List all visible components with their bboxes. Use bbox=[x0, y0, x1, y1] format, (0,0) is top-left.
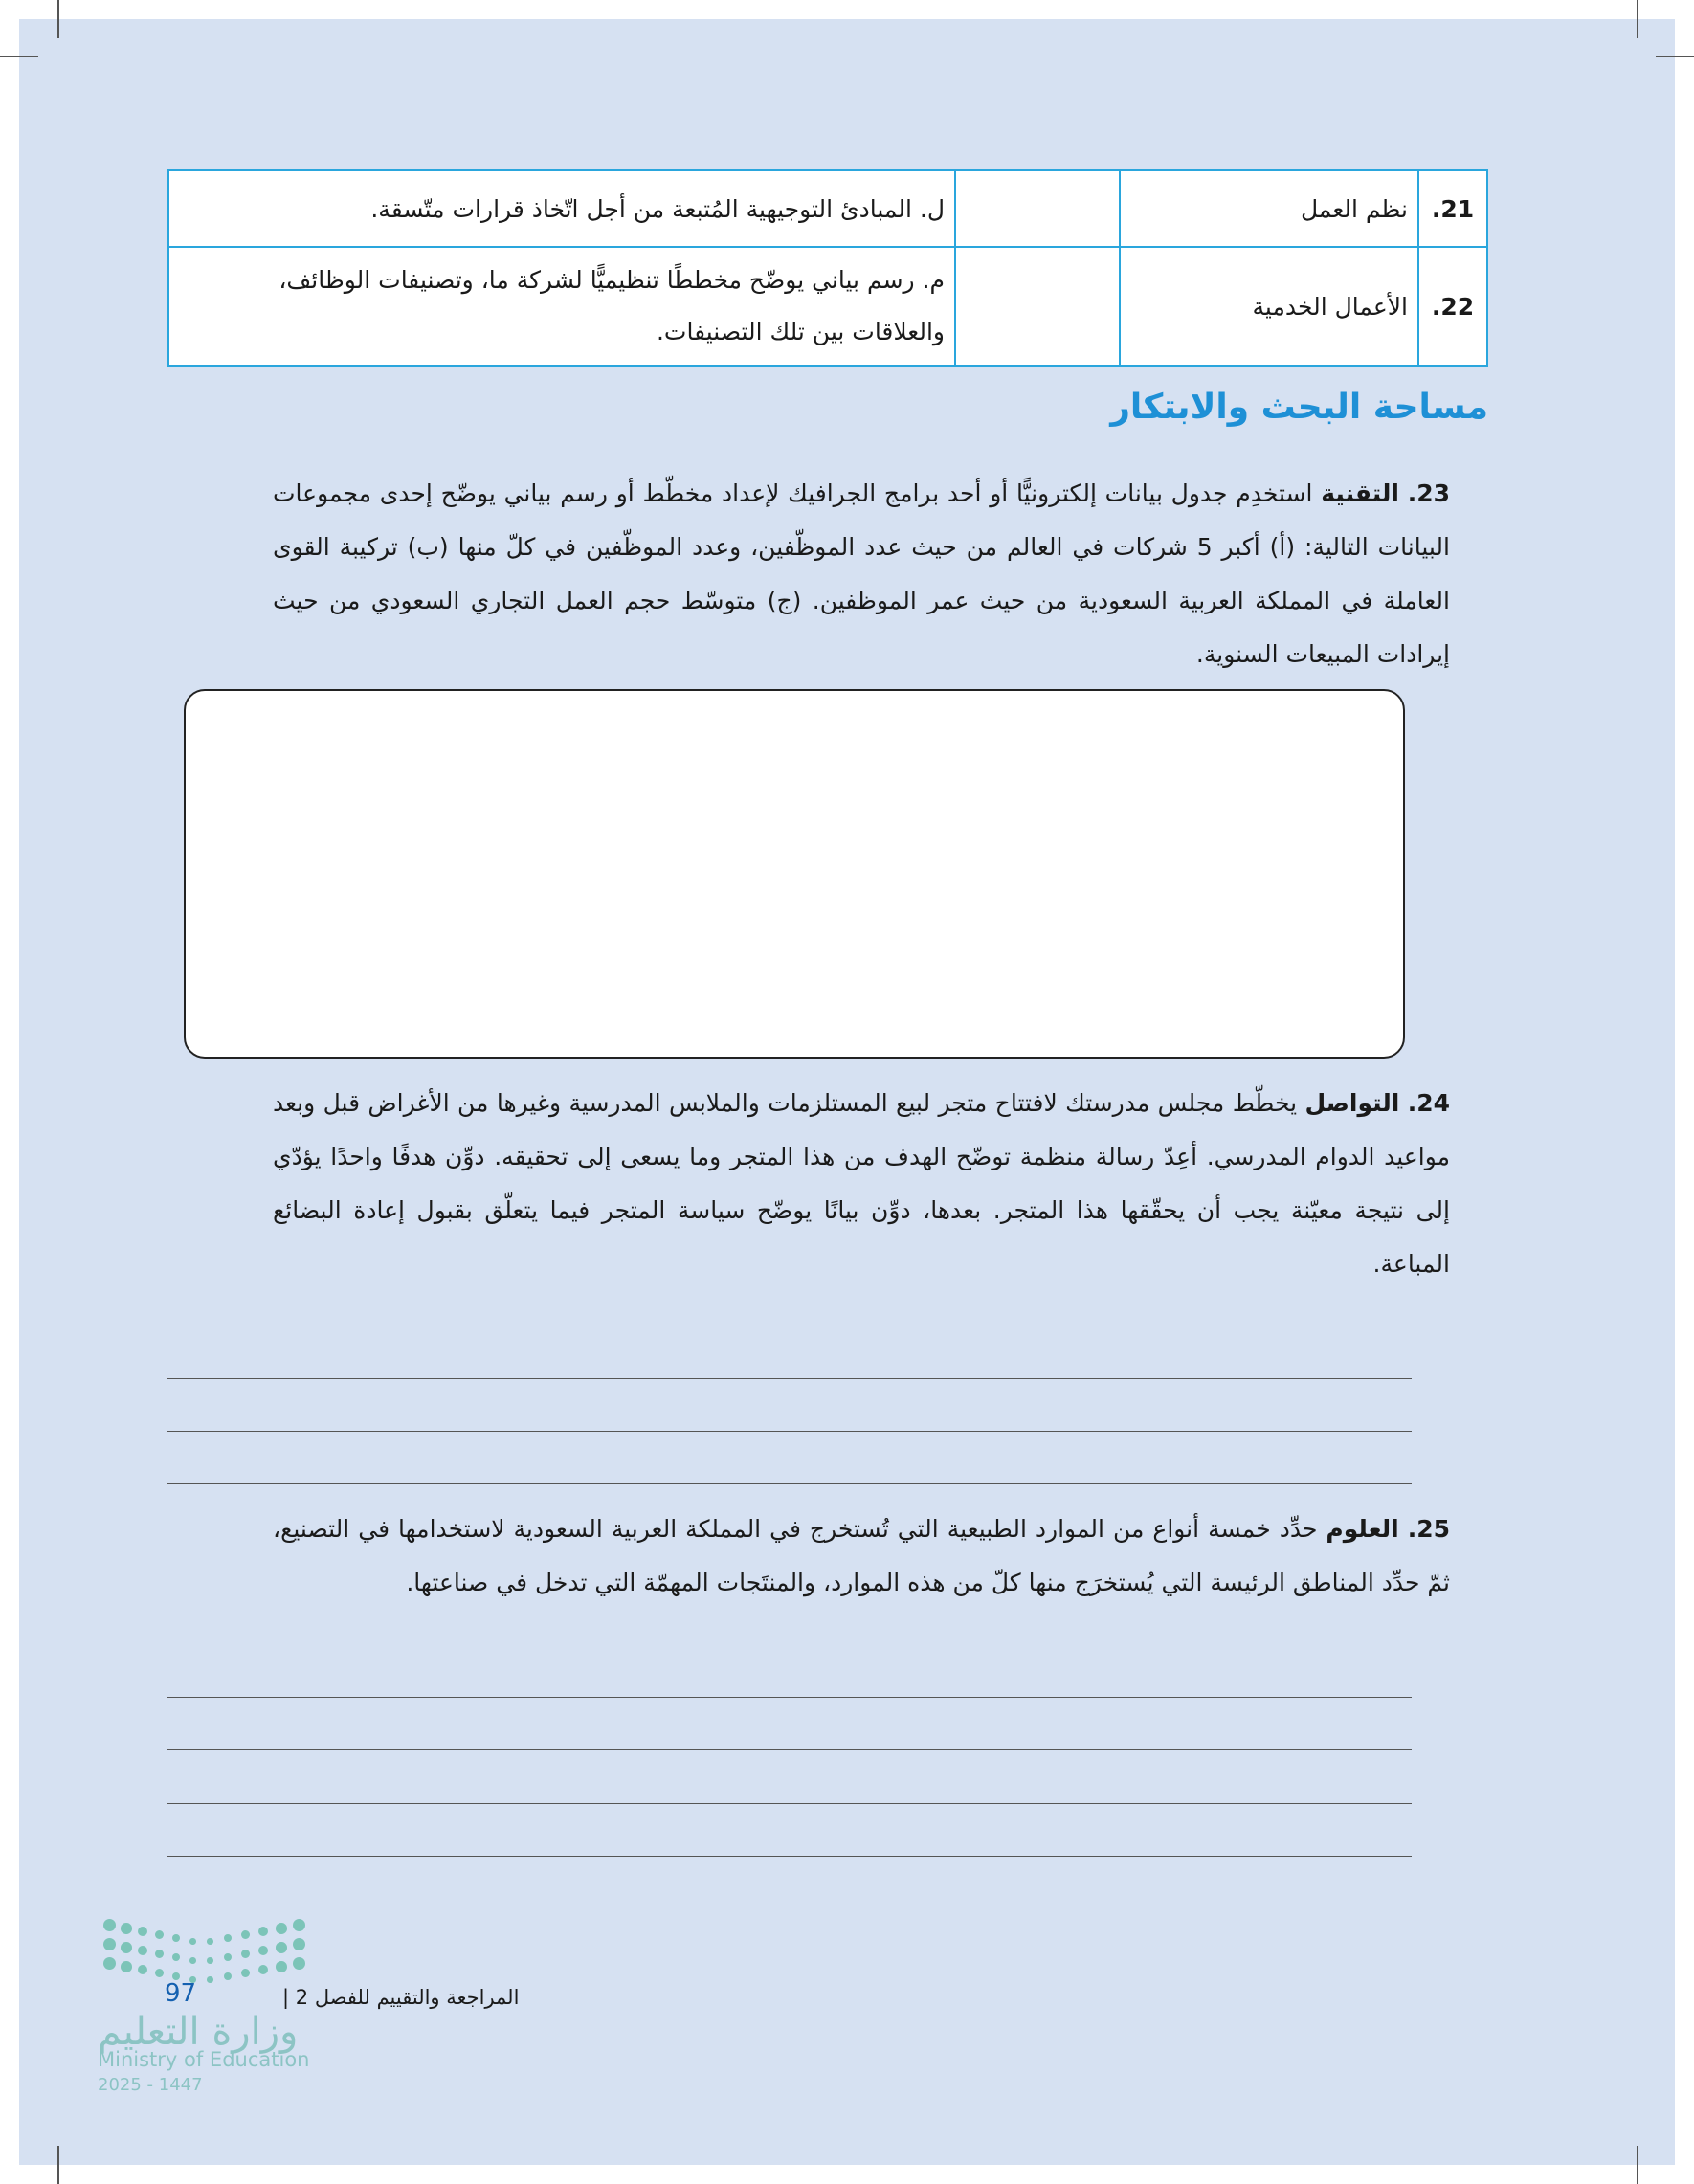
logo-dot bbox=[293, 1957, 305, 1970]
term: نظم العمل bbox=[1120, 170, 1418, 247]
crop-mark bbox=[57, 2146, 59, 2184]
table-row bbox=[168, 247, 1487, 366]
table-row bbox=[168, 170, 1487, 247]
logo-dot bbox=[276, 1942, 287, 1953]
logo-dot bbox=[103, 1919, 116, 1931]
row-number: 22. bbox=[1418, 247, 1487, 366]
crop-mark bbox=[1637, 2146, 1638, 2184]
edition-year: 2025 - 1447 bbox=[98, 2075, 203, 2095]
matching-table bbox=[167, 169, 1488, 367]
answer-box[interactable] bbox=[184, 689, 1405, 1059]
chapter-label: المراجعة والتقييم للفصل 2 | bbox=[282, 1986, 520, 2009]
crop-mark bbox=[0, 56, 38, 57]
logo-dot bbox=[103, 1938, 116, 1950]
definition: ل. المبادئ التوجيهية المُتبعة من أجل اتّخاذ قرارات متّسقة. bbox=[168, 170, 955, 247]
logo-dot bbox=[121, 1942, 132, 1953]
answer-line[interactable] bbox=[167, 1431, 1412, 1432]
question-text: حدِّد خمسة أنواع من الموارد الطبيعية التي تُستخرج في المملكة العربية السعودية لاستخدامها في التصنيع، ثمّ حدِّد المناطق الرئيسة التي يُستخرَج منها كلّ من هذه الموارد، والمنتَجات المهمّة التي تدخل في صناعتها. bbox=[273, 1515, 1450, 1596]
question-number: 24. bbox=[1407, 1089, 1451, 1117]
question-25 bbox=[273, 1503, 1450, 1610]
row-number: 21. bbox=[1418, 170, 1487, 247]
question-number: 25. bbox=[1407, 1515, 1450, 1543]
logo-dot bbox=[189, 1938, 196, 1945]
logo-dot bbox=[207, 1938, 213, 1945]
question-number: 23. bbox=[1407, 479, 1451, 507]
logo-dot bbox=[224, 1934, 232, 1942]
logo-dot bbox=[121, 1923, 132, 1934]
question-text: استخدِم جدول بيانات إلكترونيًّا أو أحد برامج الجرافيك لإعداد مخطّط أو رسم بياني يوضّح إحدى مجموعات البيانات التالية: (أ) أكبر 5 شركات في العالم من حيث عدد الموظّفين، وعدد الموظّفين في كلّ منها (ب) تركيبة القوى العاملة في المملكة العربية السعودية من حيث عمر الموظفين. (ج) متوسّط حجم العمل التجاري السعودي من حيث إيرادات المبيعات السنوية. bbox=[273, 479, 1450, 668]
crop-mark bbox=[1656, 56, 1694, 57]
logo-dot bbox=[293, 1938, 305, 1950]
logo-dot bbox=[276, 1923, 287, 1934]
answer-line[interactable] bbox=[167, 1378, 1412, 1379]
ministry-logo-english: Ministry of Education bbox=[98, 2048, 310, 2071]
ministry-logo-arabic: وزارة التعليم bbox=[98, 2010, 299, 2054]
crop-mark bbox=[57, 0, 59, 38]
question-subject: التواصل bbox=[1304, 1089, 1400, 1117]
answer-cell[interactable] bbox=[955, 170, 1120, 247]
logo-dot bbox=[121, 1961, 132, 1972]
definition: م. رسم بياني يوضّح مخططًا تنظيميًّا لشركة ما، وتصنيفات الوظائف، والعلاقات بين تلك التصنيفات. bbox=[168, 247, 955, 366]
question-23 bbox=[273, 467, 1450, 681]
logo-dot bbox=[103, 1957, 116, 1970]
logo-dot bbox=[293, 1919, 305, 1931]
answer-line[interactable] bbox=[167, 1697, 1412, 1698]
question-24 bbox=[273, 1077, 1450, 1291]
logo-dot bbox=[276, 1961, 287, 1972]
question-subject: التقنية bbox=[1321, 479, 1399, 507]
logo-dot bbox=[224, 1972, 232, 1980]
term: الأعمال الخدمية bbox=[1120, 247, 1418, 366]
logo-dot bbox=[207, 1957, 213, 1964]
answer-line[interactable] bbox=[167, 1483, 1412, 1484]
answer-cell[interactable] bbox=[955, 247, 1120, 366]
logo-dot bbox=[189, 1957, 196, 1964]
section-title: مساحة البحث والابتكار bbox=[1110, 388, 1488, 427]
logo-dot bbox=[172, 1953, 180, 1961]
logo-dot bbox=[224, 1953, 232, 1961]
page-number: 97 bbox=[165, 1979, 197, 2008]
answer-line[interactable] bbox=[167, 1749, 1412, 1750]
question-subject: العلوم bbox=[1326, 1515, 1399, 1543]
question-text: يخطّط مجلس مدرستك لافتتاح متجر لبيع المستلزمات والملابس المدرسية وغيرها من الأغراض قبل وبعد مواعيد الدوام المدرسي. أعِدّ رسالة منظمة توضّح الهدف من هذا المتجر وما يسعى إلى تحقيقه. دوِّن هدفًا واحدًا يؤدّي إلى نتيجة معيّنة يجب أن يحقّقها هذا المتجر. بعدها، دوِّن بيانًا يوضّح سياسة المتجر فيما يتعلّق بقبول إعادة البضائع المباعة. bbox=[273, 1089, 1450, 1278]
logo-dot bbox=[207, 1976, 213, 1983]
answer-line[interactable] bbox=[167, 1803, 1412, 1804]
answer-line[interactable] bbox=[167, 1856, 1412, 1857]
logo-dot bbox=[172, 1934, 180, 1942]
crop-mark bbox=[1637, 0, 1638, 38]
